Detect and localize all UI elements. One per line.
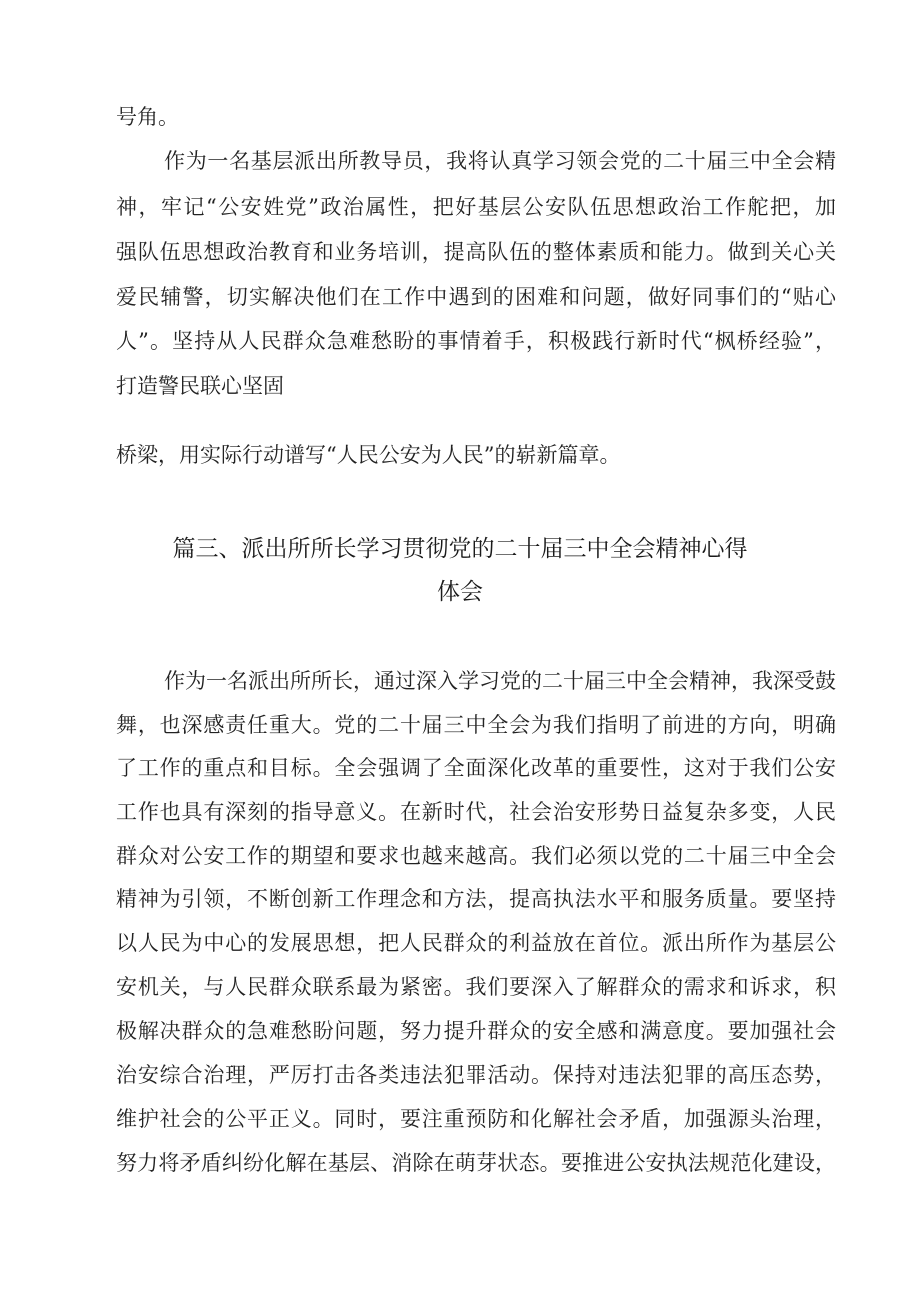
paragraph-line: 努力将矛盾纠纷化解在基层、消除在萌芽状态。要推进公安执法规范化建设， — [116, 1151, 836, 1175]
paragraph-line: 神，牢记“公安姓党”政治属性，把好基层公安队伍思想政治工作舵把，加 — [116, 195, 836, 219]
paragraph-line: 工作也具有深刻的指导意义。在新时代，社会治安形势日益复杂多变，人民 — [116, 800, 836, 824]
paragraph-line: 精神为引领，不断创新工作理念和方法，提高执法水平和服务质量。要坚持 — [116, 887, 836, 911]
paragraph-line: 号角。 — [116, 105, 179, 129]
paragraph-line: 维护社会的公平正义。同时，要注重预防和化解社会矛盾，加强源头治理， — [116, 1107, 836, 1131]
paragraph-line: 打造警民联心坚固 — [116, 374, 284, 398]
paragraph-line: 以人民为中心的发展思想，把人民群众的利益放在首位。派出所作为基层公 — [116, 931, 836, 955]
paragraph-line: 群众对公安工作的期望和要求也越来越高。我们必须以党的二十届三中全会 — [116, 844, 836, 868]
paragraph-line: 了工作的重点和目标。全会强调了全面深化改革的重要性，这对于我们公安 — [116, 756, 836, 780]
paragraph-line: 作为一名基层派出所教导员，我将认真学习领会党的二十届三中全会精 — [164, 149, 836, 173]
paragraph-line: 舞，也深感责任重大。党的二十届三中全会为我们指明了前进的方向，明确 — [116, 713, 836, 737]
section-title-continued: 体会 — [437, 579, 483, 605]
paragraph-line: 强队伍思想政治教育和业务培训，提高队伍的整体素质和能力。做到关心关 — [116, 240, 836, 264]
paragraph-line: 治安综合治理，严厉打击各类违法犯罪活动。保持对违法犯罪的高压态势， — [116, 1063, 836, 1087]
paragraph-line: 桥梁，用实际行动谱写“人民公安为人民”的崭新篇章。 — [116, 443, 621, 467]
paragraph-line: 爱民辅警，切实解决他们在工作中遇到的困难和问题，做好同事们的“贴心 — [116, 285, 836, 309]
section-title: 篇三、派出所所长学习贯彻党的二十届三中全会精神心得 — [172, 536, 748, 562]
paragraph-line: 作为一名派出所所长，通过深入学习党的二十届三中全会精神，我深受鼓 — [164, 669, 836, 693]
paragraph-line: 人”。坚持从人民群众急难愁盼的事情着手，积极践行新时代“枫桥经验”， — [116, 329, 836, 353]
paragraph-line: 安机关，与人民群众联系最为紧密。我们要深入了解群众的需求和诉求，积 — [116, 975, 836, 999]
paragraph-line: 极解决群众的急难愁盼问题，努力提升群众的安全感和满意度。要加强社会 — [116, 1019, 836, 1043]
